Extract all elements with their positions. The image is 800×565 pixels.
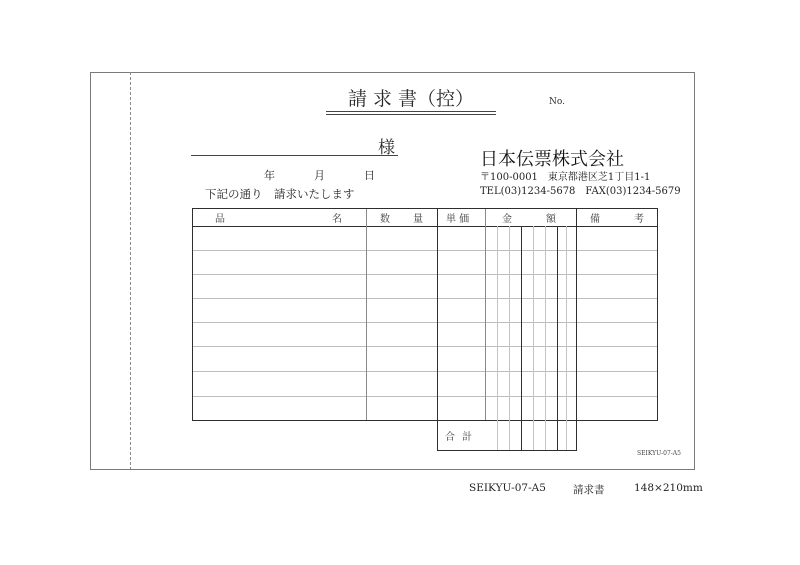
column-divider <box>366 209 367 420</box>
column-divider <box>485 209 486 420</box>
company-name: 日本伝票株式会社 <box>480 149 624 170</box>
header-qty-part1: 数 <box>380 214 390 225</box>
header-amount-part1: 金 <box>502 214 512 225</box>
amount-digit-divider <box>545 226 546 451</box>
header-item-part1: 品 <box>215 214 225 225</box>
title-underline <box>326 111 496 112</box>
footer-size: 148×210mm <box>634 482 703 494</box>
column-divider <box>437 209 438 420</box>
form-code: SEIKYU-07-A5 <box>637 450 681 457</box>
table-row <box>193 274 657 275</box>
intro-text: 下記の通り 請求いたします <box>205 187 355 201</box>
honorific-label: 様 <box>378 138 395 158</box>
number-label: No. <box>549 97 565 107</box>
header-remarks-part2: 考 <box>634 214 644 225</box>
perforation-line <box>130 72 131 470</box>
items-table <box>192 208 658 421</box>
column-divider <box>576 209 577 420</box>
company-address: 〒100-0001 東京都港区芝1丁目1-1 <box>480 172 651 183</box>
date-month-label: 月 <box>314 169 325 182</box>
date-year-label: 年 <box>264 169 275 182</box>
table-row <box>193 298 657 299</box>
header-qty-part2: 量 <box>413 214 423 225</box>
table-row <box>193 250 657 251</box>
table-row <box>193 322 657 323</box>
table-row <box>193 346 657 347</box>
total-label: 合 計 <box>445 432 475 443</box>
amount-digit-divider <box>566 226 567 451</box>
amount-digit-divider <box>557 226 558 451</box>
amount-digit-divider <box>521 226 522 451</box>
date-day-label: 日 <box>364 169 375 182</box>
footer-product-name: 請求書 <box>573 484 605 496</box>
form-title: 請 求 書（控） <box>347 88 475 110</box>
amount-digit-divider <box>509 226 510 451</box>
header-unit-price: 単 価 <box>446 214 470 225</box>
header-item-part2: 名 <box>332 214 342 225</box>
table-header-divider <box>192 226 658 227</box>
amount-digit-divider <box>497 226 498 451</box>
table-row <box>193 396 657 397</box>
footer-product-code: SEIKYU-07-A5 <box>469 482 546 494</box>
header-amount-part2: 額 <box>546 214 556 225</box>
title-underline <box>326 114 496 115</box>
table-row <box>193 371 657 372</box>
company-phone-fax: TEL(03)1234-5678 FAX(03)1234-5679 <box>480 186 681 197</box>
header-remarks-part1: 備 <box>590 214 600 225</box>
customer-name-line <box>191 155 398 156</box>
amount-digit-divider <box>533 226 534 451</box>
